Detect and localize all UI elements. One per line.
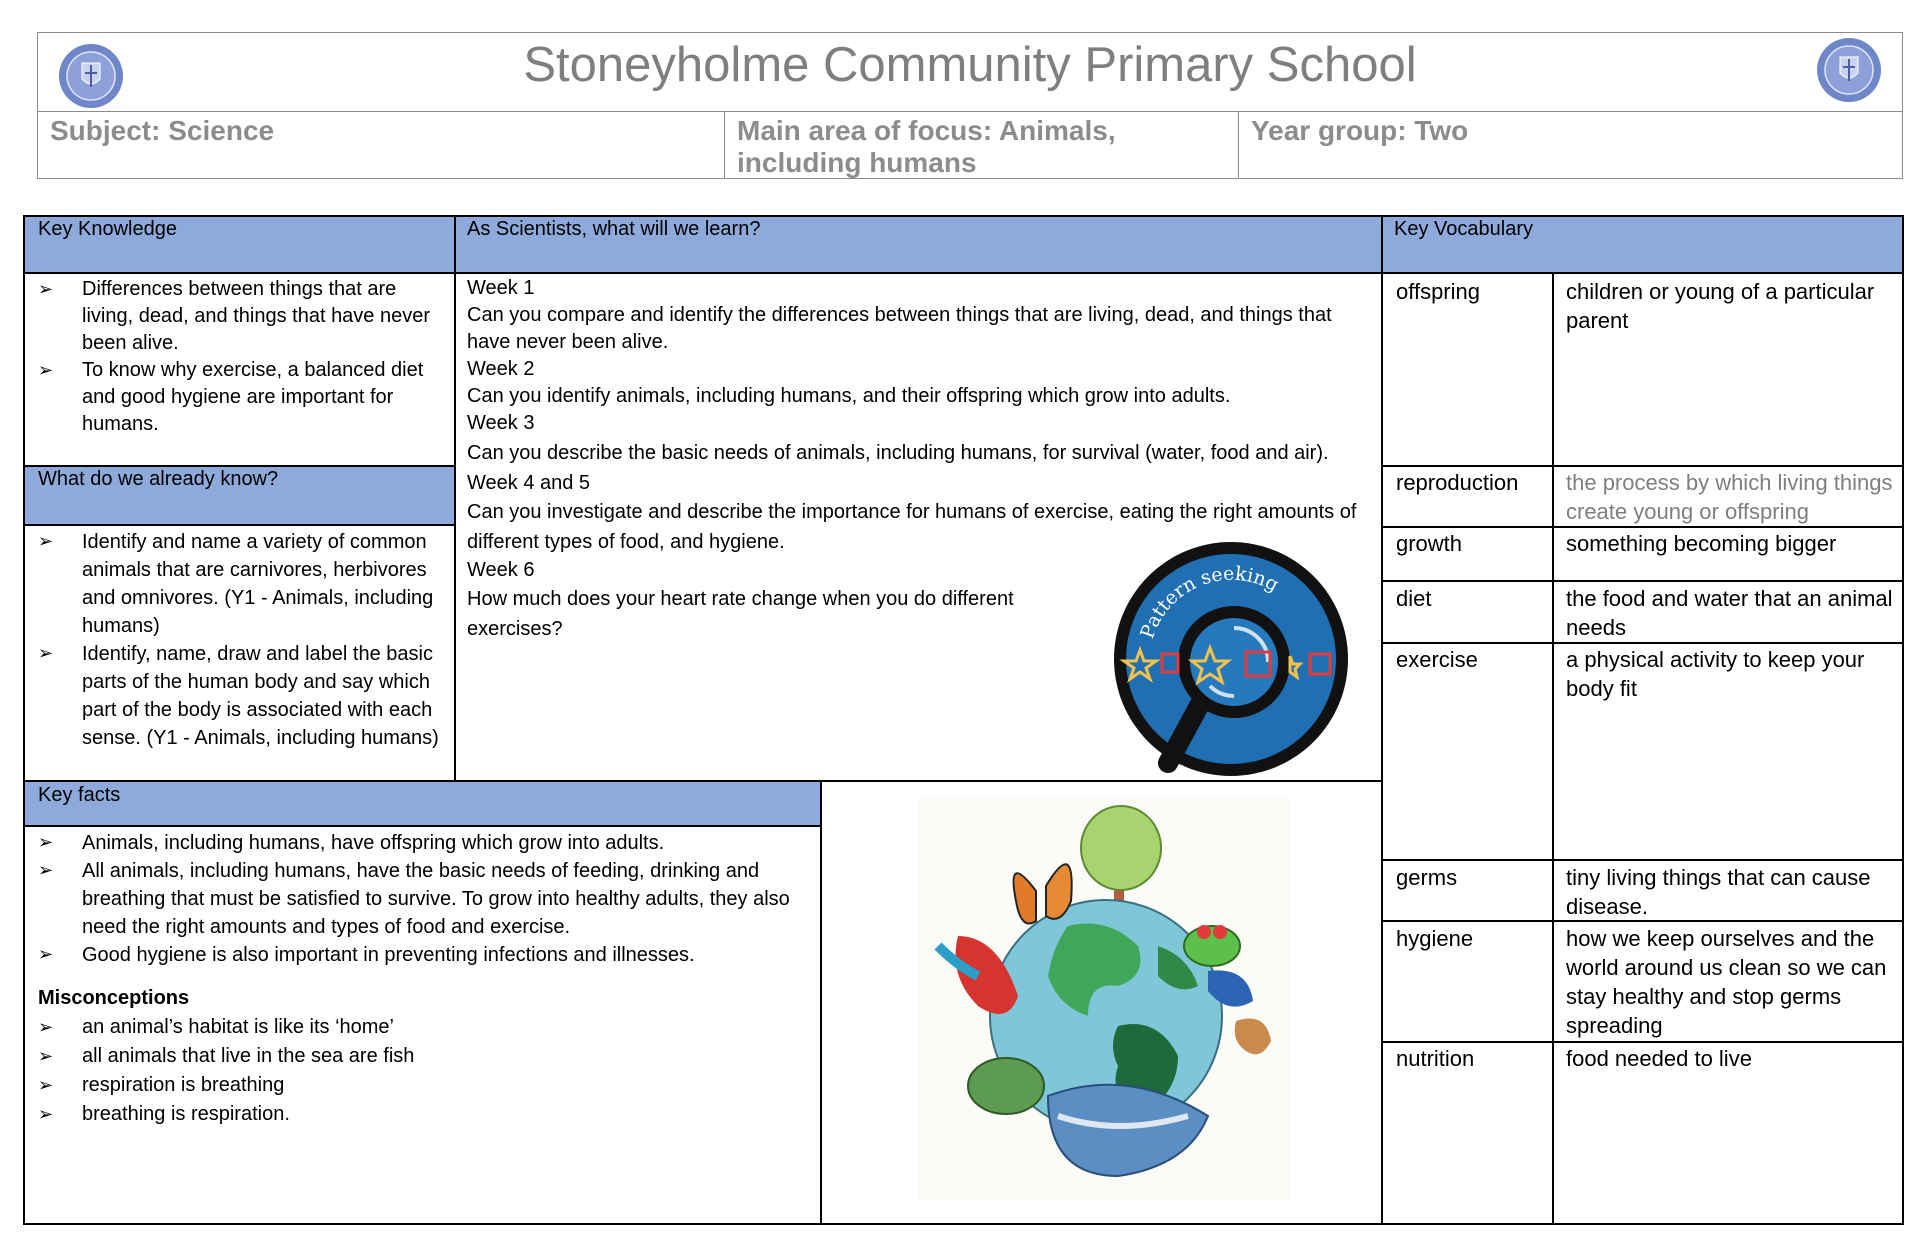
list-item: ➢ all animals that live in the sea are fish xyxy=(38,1042,818,1071)
list-item: ➢ respiration is breathing xyxy=(38,1071,818,1100)
list-item: ➢ Differences between things that are living, dead, and things that have never been alive. xyxy=(38,276,438,357)
key-knowledge-heading: Key Knowledge xyxy=(38,218,177,240)
week-text: Can you describe the basic needs of animals, including humans, for survival (water, food and air). xyxy=(467,442,1329,464)
subject-label: Subject: Science xyxy=(38,111,725,178)
vocabulary-heading: Key Vocabulary xyxy=(1394,218,1533,240)
week-text: How much does your heart rate change when you do different exercises? xyxy=(467,588,1014,640)
school-title: Stoneyholme Community Primary School xyxy=(38,33,1902,112)
vocab-definition: children or young of a particular parent xyxy=(1566,279,1875,333)
vocab-word: exercise xyxy=(1396,647,1478,672)
week-label: Week 4 and 5 xyxy=(467,472,591,494)
list-item: ➢ Identify, name, draw and label the basic parts of the human body and say which part of the body is associated with each sense. (Y1 - Animals, including humans) xyxy=(38,640,446,752)
week-label: Week 1 xyxy=(467,277,535,299)
top-heading-band xyxy=(23,215,1903,273)
week-label: Week 3 xyxy=(467,412,535,434)
list-item: ➢ All animals, including humans, have the basic needs of feeding, drinking and breathing that must be satisfied to survive. To grow into healthy adults, they also need the right amounts and types of food and exercise. xyxy=(38,857,818,941)
vocab-word: diet xyxy=(1396,586,1432,611)
list-item: ➢ Animals, including humans, have offspring which grow into adults. xyxy=(38,829,818,857)
key-facts-list xyxy=(38,829,818,969)
week-label: Week 6 xyxy=(467,559,535,581)
vocab-definition: tiny living things that can cause disease. xyxy=(1566,865,1871,919)
list-item: ➢ breathing is respiration. xyxy=(38,1100,818,1129)
list-item: ➢ Identify and name a variety of common animals that are carnivores, herbivores and omnivores. (Y1 - Animals, including humans) xyxy=(38,528,446,640)
school-crest-icon xyxy=(58,43,124,109)
vocab-word: offspring xyxy=(1396,279,1480,304)
vocab-word: nutrition xyxy=(1396,1046,1475,1071)
vocab-definition: the process by which living things create young or offspring xyxy=(1566,470,1893,524)
already-know-heading: What do we already know? xyxy=(38,468,279,490)
earth-animals-illustration xyxy=(918,796,1290,1201)
learn-heading: As Scientists, what will we learn? xyxy=(467,218,761,240)
vocab-definition: how we keep ourselves and the world around us clean so we can stay healthy and stop germs spreading xyxy=(1566,926,1887,1038)
vocab-word: reproduction xyxy=(1396,470,1519,495)
vocab-word: growth xyxy=(1396,531,1463,556)
vocab-word: germs xyxy=(1396,865,1458,890)
week-text: Can you investigate and describe the importance for humans of exercise, eating the right amounts of different types of food, and hygiene. xyxy=(467,501,1357,553)
vocab-definition: the food and water that an animal needs xyxy=(1566,586,1893,640)
week-label: Week 2 xyxy=(467,358,535,380)
list-item: ➢ Good hygiene is also important in preventing infections and illnesses. xyxy=(38,941,818,969)
misconceptions-list xyxy=(38,1013,818,1129)
focus-label: Main area of focus: Animals, including humans xyxy=(725,111,1239,178)
badge-text-icon: Pattern seeking xyxy=(1136,562,1283,642)
misconceptions-heading: Misconceptions xyxy=(38,987,190,1009)
week-text: Can you compare and identify the differences between things that are living, dead, and things that have never been alive. xyxy=(467,304,1332,353)
vocab-definition: food needed to live xyxy=(1566,1046,1752,1071)
pattern-seeking-badge xyxy=(1110,538,1352,780)
key-knowledge-list xyxy=(38,276,438,438)
key-facts-heading: Key facts xyxy=(38,784,121,806)
list-item: ➢ an animal’s habitat is like its ‘home’ xyxy=(38,1013,818,1042)
vocab-definition: a physical activity to keep your body fit xyxy=(1566,647,1865,701)
already-know-list xyxy=(38,528,446,752)
school-header xyxy=(37,32,1903,179)
list-item: ➢ To know why exercise, a balanced diet and good hygiene are important for humans. xyxy=(38,357,438,438)
school-crest-icon xyxy=(1816,37,1882,103)
key-facts-band xyxy=(23,782,821,826)
vocab-word: hygiene xyxy=(1396,926,1474,951)
year-group-label: Year group: Two xyxy=(1251,115,1469,146)
vocab-definition: something becoming bigger xyxy=(1566,531,1837,556)
week-text: Can you identify animals, including humans, and their offspring which grow into adults. xyxy=(467,385,1231,407)
